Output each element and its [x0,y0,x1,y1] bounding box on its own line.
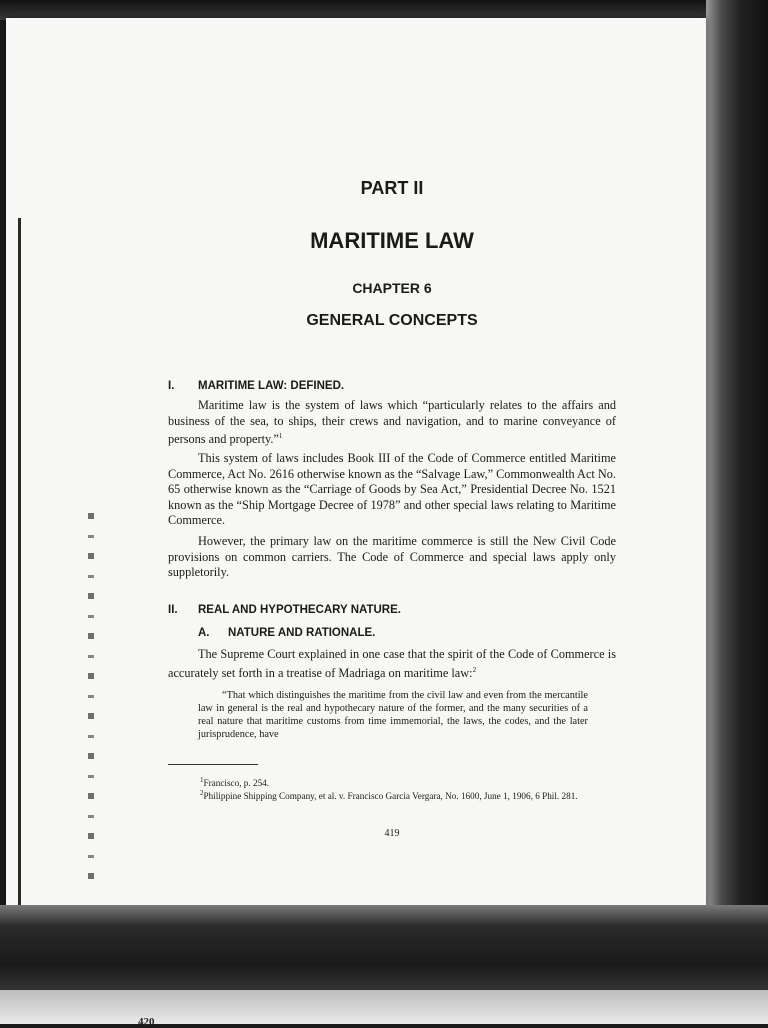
section-title: MARITIME LAW: DEFINED. [198,380,345,392]
part-heading: PART II [360,178,424,198]
paragraph-text: The Supreme Court explained in one case that the spirit of the Code of Commerce is accurately set forth in a treatise of Madriaga on maritime law: [168,647,616,680]
page-title: MARITIME LAW [310,228,474,253]
paragraph-1 [168,398,616,448]
book-page [6,18,706,908]
footnote-ref: 2 [472,665,477,674]
binding-edge [18,218,21,918]
footnote-text: Francisco, p. 254. [203,778,270,789]
paragraph-3: However, the primary law on the maritime commerce is still the New Civil Code provisions on common carriers. The Code of Commerce and special laws apply only suppletorily. [168,534,616,579]
section-number: II. [168,604,178,616]
footnote-2 [168,787,616,802]
subsection-title: NATURE AND RATIONALE. [228,627,376,639]
page-number: 419 [384,828,400,839]
block-quote: “That which distinguishes the maritime from the civil law and even from the mercantile law in general is the real and hypothecary nature of the former, and the many securities of a real nature that maritime customs from time immemorial, the laws, the codes, and the later jurisprudence, have [198,690,588,740]
next-page-edge [0,990,768,1024]
footnote-mark: 2 [200,789,204,797]
chapter-heading: CHAPTER 6 [352,280,432,296]
footnote-ref: 1 [278,432,283,440]
scan-border-top [0,0,768,20]
scan-border-bottom [0,905,768,990]
chapter-title: GENERAL CONCEPTS [306,312,478,329]
footnote-mark: 1 [200,776,204,784]
footnote-text: Philippine Shipping Company, et al. v. Francisco Garcia Vergara, No. 1600, June 1, 1906, 6 Phil. 281. [203,791,578,802]
subsection-letter: A. [198,627,210,639]
section-title: REAL AND HYPOTHECARY NATURE. [198,604,401,616]
paragraph-text: Maritime law is the system of laws which “particularly relates to the affairs and business of the sea, to ships, their crews and navigation, and to marine conveyance of persons and property.” [168,398,616,447]
section-heading-1 [168,380,344,392]
paragraph-2: This system of laws includes Book III of the Code of Commerce entitled Maritime Commerce, Act No. 2616 otherwise known as the “Salvage Law,” Commonwealth Act No. 65 otherwise known as the “Carriage of Goods by Sea Act,” Presidential Decree No. 1521 known as the “Ship Mortgage Decree of 1978” and other special laws relating to Maritime Commerce. [168,451,616,527]
section-number: I. [168,380,175,392]
footnote-divider [168,764,258,765]
paragraph-4 [168,647,616,681]
next-page-number: 420 [138,1016,155,1028]
scan-border-right [706,0,768,1024]
subsection-heading-a [198,627,375,639]
margin-marks [88,513,94,883]
section-heading-2 [168,604,401,616]
